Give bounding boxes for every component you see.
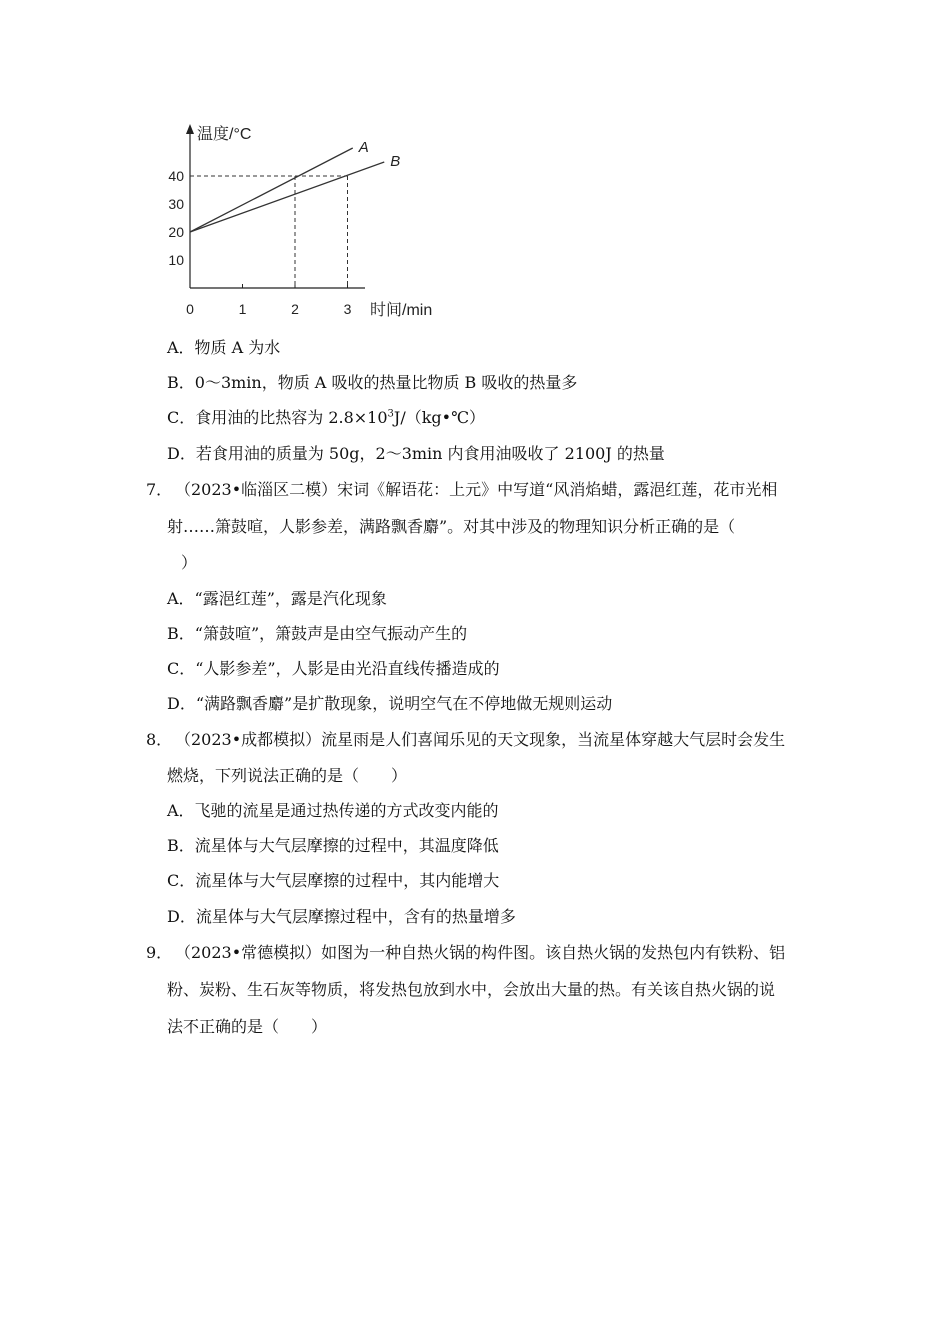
temperature-time-chart xyxy=(160,118,450,328)
y-tick-label-40: 40 xyxy=(168,168,184,184)
q7-option-b: B．“箫鼓喧”，箫鼓声是由空气振动产生的 xyxy=(167,624,468,643)
x-tick-label-2: 2 xyxy=(291,301,299,317)
q9-stem-line2: 粉、炭粉、生石灰等物质，将发热包放到水中，会放出大量的热。有关该自热火锅的说 xyxy=(167,980,776,999)
series-label-B: B xyxy=(390,153,401,170)
q7-stem-line2: 射……箫鼓喧，人影参差，满路飘香麝”。对其中涉及的物理知识分析正确的是（ xyxy=(167,517,736,536)
y-tick-label-10: 10 xyxy=(168,252,184,268)
q6-option-d: D．若食用油的质量为 50g，2～3min 内食用油吸收了 2100J 的热量 xyxy=(167,444,665,463)
q6-option-a: A．物质 A 为水 xyxy=(167,338,281,357)
q6-option-c-unit: J/（kg•℃） xyxy=(393,408,486,427)
y-tick-label-30: 30 xyxy=(168,196,184,212)
y-tick-label-20: 20 xyxy=(168,224,184,240)
y-axis-arrow-icon xyxy=(186,124,194,134)
q8-stem-line2: 燃烧，下列说法正确的是（ ） xyxy=(167,766,408,785)
q8-option-b: B．流星体与大气层摩擦的过程中，其温度降低 xyxy=(167,836,499,855)
q8-stem-line1: （2023•成都模拟）流星雨是人们喜闻乐见的天文现象，当流星体穿越大气层时会发生 xyxy=(175,730,786,749)
x-tick-label-1: 1 xyxy=(238,301,247,317)
q6-option-c-main: C．食用油的比热容为 2.8×10 xyxy=(167,408,388,427)
x-tick-label-0: 0 xyxy=(186,301,194,317)
q9-stem-line3: 法不正确的是（ ） xyxy=(167,1017,328,1036)
q7-stem-line1: （2023•临淄区二模）宋词《解语花：上元》中写道“风消焰蜡，露浥红莲，花市光相 xyxy=(175,480,778,499)
y-axis-label: 温度/°C xyxy=(197,126,252,143)
q9-stem-line1: （2023•常德模拟）如图为一种自热火锅的构件图。该自热火锅的发热包内有铁粉、铝 xyxy=(175,943,786,962)
q6-option-b: B．0～3min，物质 A 吸收的热量比物质 B 吸收的热量多 xyxy=(167,373,578,392)
q7-option-c: C．“人影参差”，人影是由光沿直线传播造成的 xyxy=(167,659,500,678)
series-label-A: A xyxy=(358,139,369,156)
q8-option-a: A．飞驰的流星是通过热传递的方式改变内能的 xyxy=(167,801,499,820)
series-line-B xyxy=(190,162,384,232)
q7-stem-line3: ） xyxy=(181,553,198,572)
q7-option-a: A．“露浥红莲”，露是汽化现象 xyxy=(167,589,387,608)
q8-option-d: D．流星体与大气层摩擦过程中，含有的热量增多 xyxy=(167,907,516,926)
q6-option-c xyxy=(167,408,485,428)
x-axis-label: 时间/min xyxy=(370,302,433,319)
q7-number: 7． xyxy=(146,480,173,499)
q8-option-c: C．流星体与大气层摩擦的过程中，其内能增大 xyxy=(167,871,500,890)
q8-number: 8． xyxy=(146,730,173,749)
x-tick-label-3: 3 xyxy=(343,301,352,317)
q6-option-c-exponent: 3 xyxy=(387,408,394,420)
q9-number: 9． xyxy=(146,943,173,962)
q7-option-d: D．“满路飘香麝”是扩散现象，说明空气在不停地做无规则运动 xyxy=(167,694,613,713)
series-line-A xyxy=(190,148,353,232)
